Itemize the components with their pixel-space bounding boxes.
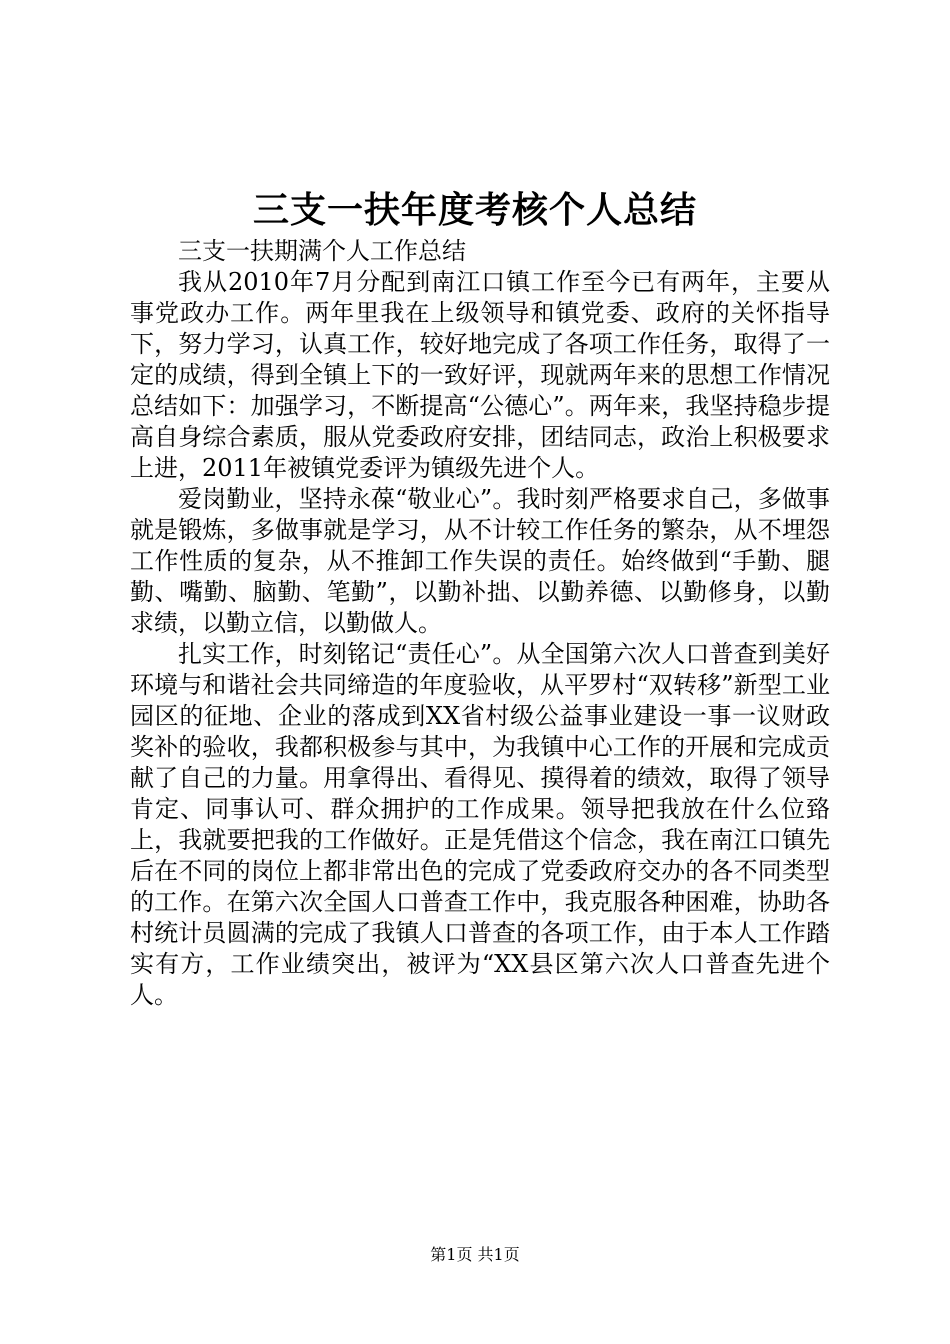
- paragraph: 扎实工作，时刻铭记“责任心”。从全国第六次人口普查到美好环境与和谐社会共同缔造的年度验收，从平罗村“双转移”新型工业园区的征地、企业的落成到XX省村级公益事业建设一事一议财政奖补的验收，我都积极参与其中，为我镇中心工作的开展和完成贡献了自己的力量。用拿得出、看得见、摸得着的绩效，取得了领导肯定、同事认可、群众拥护的工作成果。领导把我放在什么位臵上，我就要把我的工作做好。正是凭借这个信念，我在南江口镇先后在不同的岗位上都非常出色的完成了党委政府交办的各不同类型的工作。在第六次全国人口普查工作中，我克服各种困难，协助各村统计员圆满的完成了我镇人口普查的各项工作，由于本人工作踏实有方，工作业绩突出，被评为“XX县区第六次人口普查先进个人。: [130, 640, 830, 1009]
- document-title: 三支一扶年度考核个人总结: [252, 189, 697, 231]
- document-body: [130, 236, 830, 1011]
- paragraph: 我从2010年7月分配到南江口镇工作至今已有两年，主要从事党政办工作。两年里我在上级领导和镇党委、政府的关怀指导下，努力学习，认真工作，较好地完成了各项工作任务，取得了一定的成绩，得到全镇上下的一致好评，现就两年来的思想工作情况总结如下：加强学习，不断提高“公德心”。两年来，我坚持稳步提高自身综合素质，服从党委政府安排，团结同志，政治上积极要求上进，2011年被镇党委评为镇级先进个人。: [130, 268, 830, 482]
- page-footer: 第1页 共1页: [430, 1245, 520, 1264]
- document-subtitle: 三支一扶期满个人工作总结: [178, 237, 466, 265]
- paragraph: 爱岗勤业，坚持永葆“敬业心”。我时刻严格要求自己，多做事就是锻炼，多做事就是学习，从不计较工作任务的繁杂，从不埋怨工作性质的复杂，从不推卸工作失误的责任。始终做到“手勤、腿勤、嘴勤、脑勤、笔勤”，以勤补拙、以勤养德、以勤修身，以勤求绩，以勤立信，以勤做人。: [130, 485, 830, 637]
